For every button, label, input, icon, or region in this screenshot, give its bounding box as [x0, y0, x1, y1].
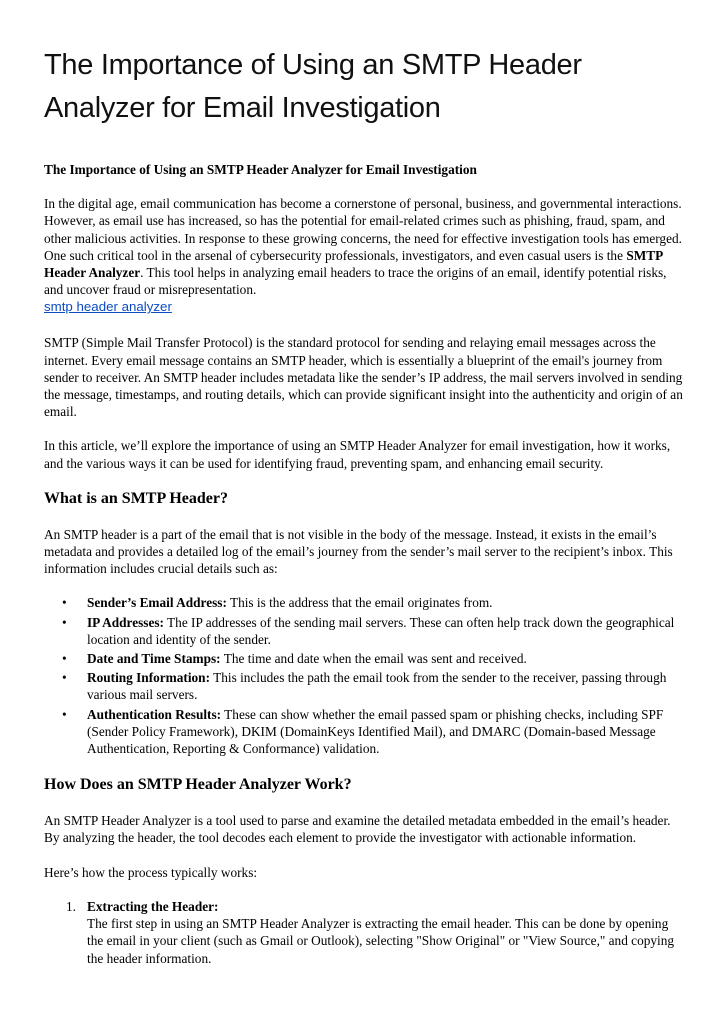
smtp-paragraph: SMTP (Simple Mail Transfer Protocol) is the standard protocol for sending and relaying email messages across the internet. Every email message contains an SMTP header, which is essentially a blueprint of the email's journey from sender to receiver. An SMTP header includes metadata like the sender’s IP address, the mail servers involved in sending the message, timestamps, and routing details, which can provide significant insight into the authenticity and origin of an email. [44, 335, 683, 420]
bullet-icon: • [62, 670, 67, 686]
step-number: 1. [66, 898, 76, 914]
intro-bold-term: SMTP Header Analyzer [44, 247, 663, 281]
process-steps-list [44, 898, 684, 967]
list-item: • Sender’s Email Address: This is the address that the email originates from. [62, 595, 493, 611]
heading-how-analyzer-works: How Does an SMTP Header Analyzer Work? [44, 776, 352, 794]
intro-paragraph: In the digital age, email communication has become a cornerstone of personal, business, and governmental interactions. However, as email use has increased, so has the potential for email-related crimes such as phishing, fraud, spam, and other malicious activities. In response to these growing concerns, the need for effective investigation tools has emerged. One such critical tool in the arsenal of cybersecurity professionals, investigators, and even casual users is the SMTP Header Analyzer. This tool helps in analyzing email headers to trace the origins of an email, identify potential risks, and uncover fraud or misrepresentation. [44, 196, 682, 298]
bullet-icon: • [62, 706, 67, 722]
list-item [44, 898, 684, 967]
how-paragraph: An SMTP Header Analyzer is a tool used to parse and examine the detailed metadata embedded in the email’s header. By analyzing the header, the tool decodes each element to provide the investigator with actionable information. [44, 813, 671, 846]
article-subtitle: The Importance of Using an SMTP Header Analyzer for Email Investigation [44, 162, 477, 177]
list-item: • Routing Information: This includes the path the email took from the sender to the receiver, passing through various mail servers. [62, 670, 667, 703]
document-page [44, 0, 684, 967]
heading-what-is-smtp-header: What is an SMTP Header? [44, 489, 229, 507]
smtp-header-analyzer-link[interactable]: smtp header analyzer [44, 299, 172, 315]
list-item: • IP Addresses: The IP addresses of the sending mail servers. These can often help track down the geographical location and identity of the sender. [62, 614, 675, 647]
bullet-icon: • [62, 614, 67, 630]
bullet-icon: • [62, 595, 67, 611]
bullet-icon: • [62, 651, 67, 667]
list-item: • Date and Time Stamps: The time and date when the email was sent and received. [62, 651, 527, 667]
process-paragraph: Here’s how the process typically works: [44, 864, 258, 880]
list-item: • Authentication Results: These can show whether the email passed spam or phishing checks, including SPF (Sender Policy Framework), DKIM (DomainKeys Identified Mail), and DMARC (Domain-based Message Authentication, Reporting & Conformance) validation. [62, 706, 664, 757]
page-title: The Importance of Using an SMTP Header Analyzer for Email Investigation [44, 49, 582, 124]
step-text: The first step in using an SMTP Header Analyzer is extracting the email header. This can be done by opening the email in your client (such as Gmail or Outlook), selecting "Show Original" or "View Source," and copying the header information. [87, 916, 675, 966]
what-paragraph: An SMTP header is a part of the email that is not visible in the body of the message. Instead, it exists in the email’s metadata and provides a detailed log of the email’s journey from the sender’s mail server to the recipient’s inbox. This information includes crucial details such as: [44, 526, 673, 577]
header-details-list [44, 594, 684, 757]
article-paragraph: In this article, we’ll explore the importance of using an SMTP Header Analyzer for email investigation, how it works, and the various ways it can be used for identifying fraud, preventing spam, and enhancing email security. [44, 438, 671, 471]
step-label: Extracting the Header: [87, 898, 219, 914]
